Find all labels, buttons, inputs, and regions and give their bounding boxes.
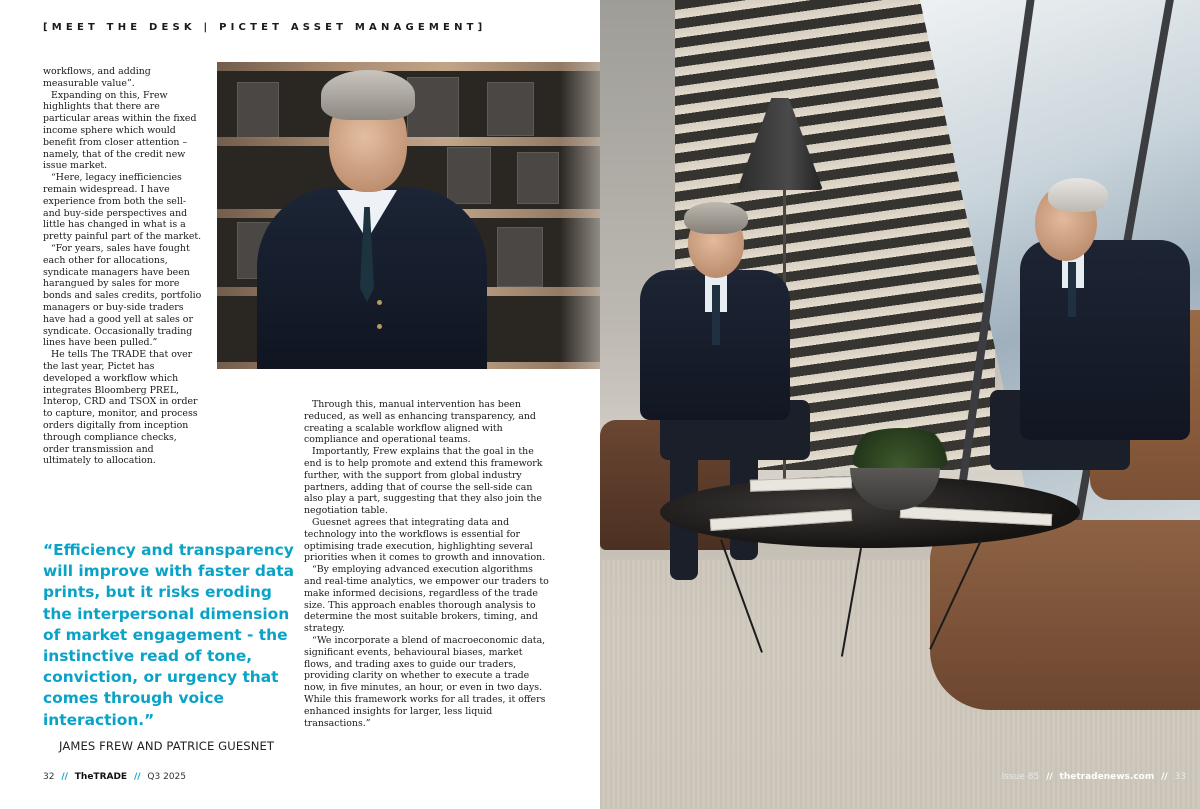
footer-separator: // — [61, 772, 68, 782]
quote-attribution: JAMES FREW AND PATRICE GUESNET — [59, 739, 275, 753]
footer-separator: // — [1046, 772, 1053, 782]
paragraph: workflows, and adding measurable value”. — [43, 66, 151, 89]
page-number: 33 — [1174, 772, 1186, 782]
paragraph: Through this, manual intervention has been reduced, as well as enhancing transparency, and creating a scalable workflow aligned with compliance and operational teams. — [304, 399, 536, 446]
paragraph: “Here, legacy inefficiencies remain widespread. I have experience from both the sell- and buy-side perspectives and little has changed in what is a pretty painful part of the market. — [43, 172, 202, 243]
paragraph: “By employing advanced execution algorithms and real-time analytics, we empower our traders to make informed decisions, regardless of the trade size. This approach enables thorough analysis to determine the most suitable brokers, timing, and strategy. — [304, 564, 549, 635]
footer-separator: // — [133, 772, 141, 782]
page-number: 32 — [43, 772, 55, 782]
section-header: [MEET THE DESK | PICTET ASSET MANAGEMENT] — [43, 22, 487, 33]
pull-quote: “Efficiency and transparency will improve with faster data prints, but it risks eroding the interpersonal dimension of market engagement - the instinctive read of tone, conviction, or urgency that comes through voice interaction.” — [43, 541, 295, 729]
portrait-photo — [217, 62, 600, 369]
issue-number: Issue 85 — [1001, 772, 1040, 782]
article-column-2 — [304, 399, 552, 729]
paragraph: Importantly, Frew explains that the goal in the end is to help promote and extend this framework further, with the support from global industry partners, adding that of course the sell-side can also play a part, suggesting that they also join the negotiation table. — [304, 446, 543, 517]
paragraph: “For years, sales have fought each other for allocations, syndicate managers have been harangued by sales for more bonds and sales credits, portfolio managers or buy-side traders have had a good yell at sales or syndicate. Occasionally trading lines have been pulled.” — [43, 242, 202, 349]
footer-separator: // — [1161, 772, 1168, 782]
paragraph: He tells The TRADE that over the last year, Pictet has developed a workflow which integrates Bloomberg PREL, Interop, CRD and TSOX in order to capture, monitor, and process orders digitally from inception through compliance checks, order transmission and ultimately to allocation. — [43, 349, 198, 467]
paragraph: Guesnet agrees that integrating data and technology into the workflows is essential for optimising trade execution, highlighting several priorities when it comes to growth and innovation. — [304, 516, 546, 564]
paragraph: “We incorporate a blend of macroeconomic data, significant events, behavioural biases, market flows, and trading axes to guide our traders, providing clarity on whether to execute a trade now, in five minutes, an hour, or even in two days. While this framework works for all trades, it offers enhanced insights for larger, less liquid transactions.” — [304, 634, 546, 729]
publication-brand: TheTRADE — [74, 772, 128, 782]
meeting-photo — [600, 0, 1200, 809]
footer-left — [43, 772, 186, 782]
issue-date: Q3 2025 — [147, 772, 186, 782]
article-column-1 — [43, 66, 203, 467]
paragraph: Expanding on this, Frew highlights that there are particular areas within the fixed income sphere which would benefit from closer attention – namely, that of the credit new issue market. — [43, 89, 197, 172]
footer-right — [1002, 772, 1186, 782]
website-link[interactable]: thetradenews.com — [1059, 772, 1155, 782]
